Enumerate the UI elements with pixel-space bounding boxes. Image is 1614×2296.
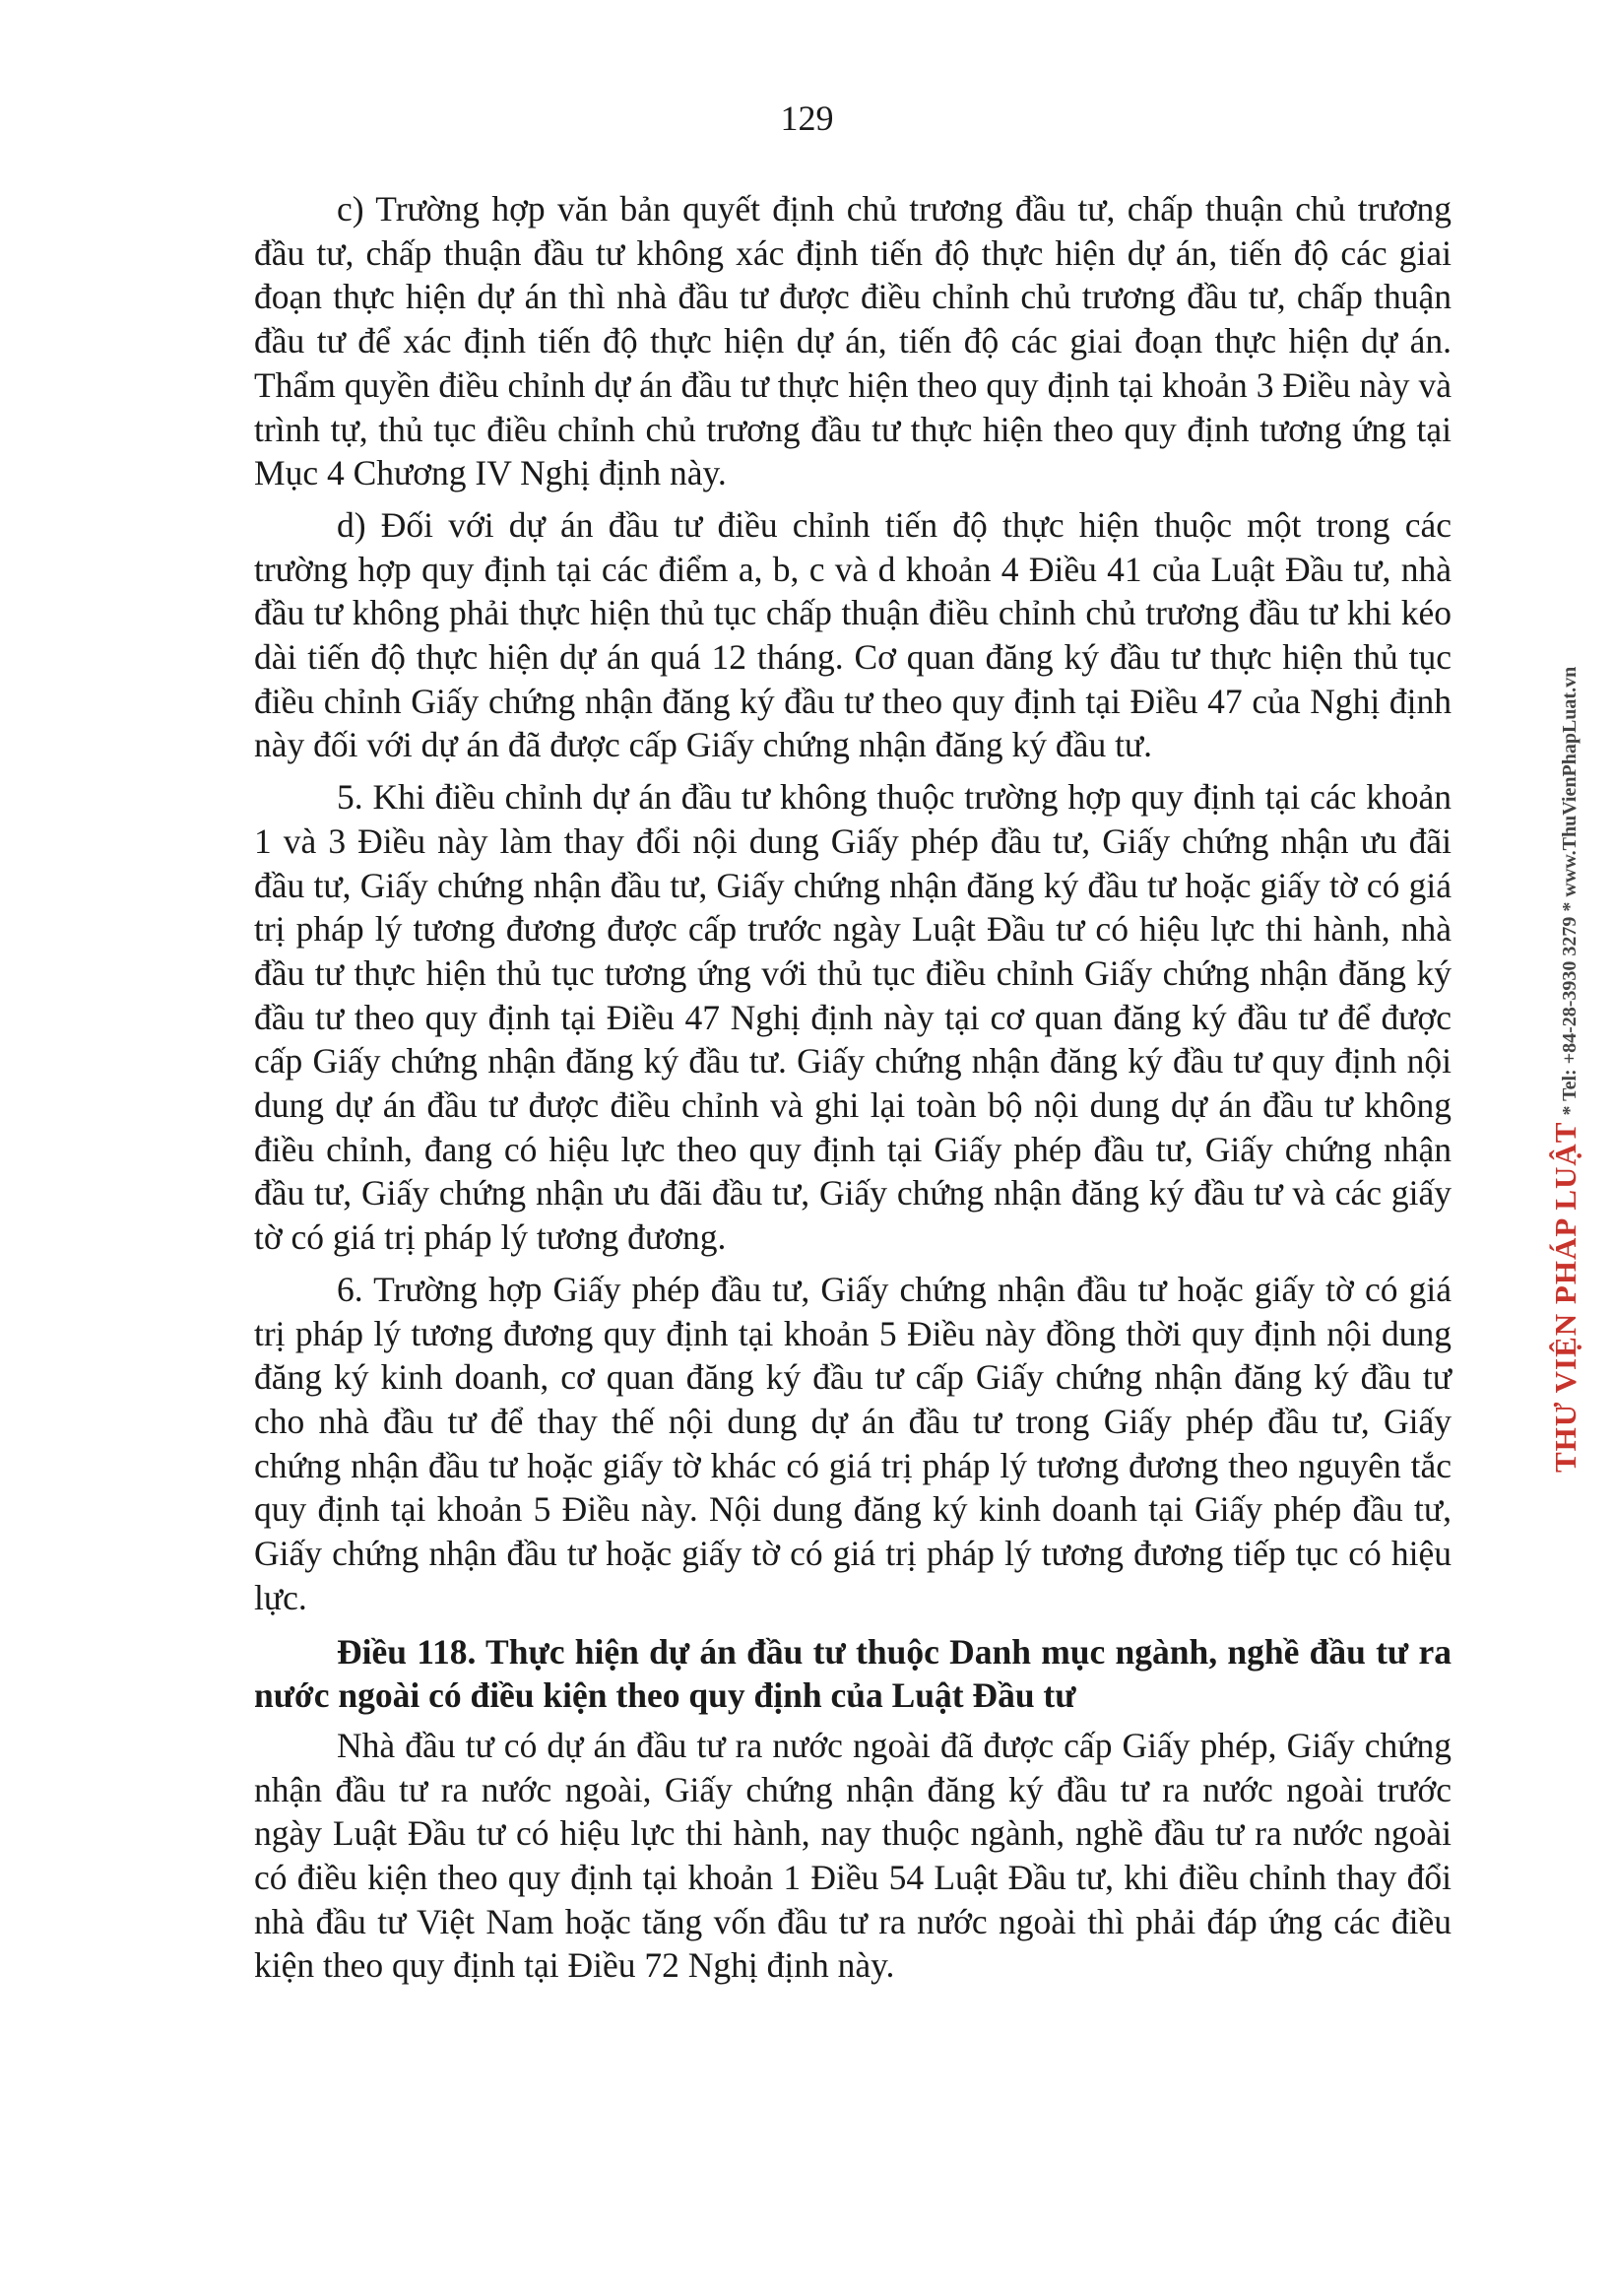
watermark-contact: * Tel: +84-28-3930 3279 * www.ThuVienPhapLuat.vn — [1559, 666, 1581, 1116]
article-118-body: Nhà đầu tư có dự án đầu tư ra nước ngoài đã được cấp Giấy phép, Giấy chứng nhận đầu tư ra nước ngoài, Giấy chứng nhận đăng ký đầu tư ra nước ngoài trước ngày Luật Đầu tư có hiệu lực thi hành, nay thuộc ngành, nghề đầu tư ra nước ngoài có điều kiện theo quy định tại khoản 1 Điều 54 Luật Đầu tư, khi điều chỉnh thay đổi nhà đầu tư Việt Nam hoặc tăng vốn đầu tư ra nước ngoài thì phải đáp ứng các điều kiện theo quy định tại Điều 72 Nghị định này. — [254, 1725, 1452, 1986]
paragraph-clause-5: 5. Khi điều chỉnh dự án đầu tư không thuộc trường hợp quy định tại các khoản 1 và 3 Điều này làm thay đổi nội dung Giấy phép đầu tư, Giấy chứng nhận ưu đãi đầu tư, Giấy chứng nhận đầu tư, Giấy chứng nhận đăng ký đầu tư hoặc giấy tờ có giá trị pháp lý tương đương được cấp trước ngày Luật Đầu tư có hiệu lực thi hành, nhà đầu tư thực hiện thủ tục tương ứng với thủ tục điều chỉnh Giấy chứng nhận đăng ký đầu tư theo quy định tại Điều 47 Nghị định này tại cơ quan đăng ký đầu tư để được cấp Giấy chứng nhận đăng ký đầu tư. Giấy chứng nhận đăng ký đầu tư quy định nội dung dự án đầu tư được điều chỉnh và ghi lại toàn bộ nội dung dự án đầu tư không điều chỉnh, đang có hiệu lực theo quy định tại Giấy phép đầu tư, Giấy chứng nhận đầu tư, Giấy chứng nhận ưu đãi đầu tư, Giấy chứng nhận đăng ký đầu tư và các giấy tờ có giá trị pháp lý tương đương. — [254, 777, 1452, 1258]
paragraph-point-c: c) Trường hợp văn bản quyết định chủ trương đầu tư, chấp thuận chủ trương đầu tư, chấp thuận đầu tư không xác định tiến độ thực hiện dự án, tiến độ các giai đoạn thực hiện dự án thì nhà đầu tư được điều chỉnh chủ trương đầu tư, chấp thuận đầu tư để xác định tiến độ thực hiện dự án, tiến độ các giai đoạn thực hiện dự án. Thẩm quyền điều chỉnh dự án đầu tư thực hiện theo quy định tại khoản 3 Điều này và trình tự, thủ tục điều chỉnh chủ trương đầu tư thực hiện theo quy định tương ứng tại Mục 4 Chương IV Nghị định này. — [254, 189, 1452, 493]
watermark-brand: THƯ VIỆN PHÁP LUẬT — [1548, 1121, 1582, 1473]
document-body — [254, 187, 1452, 1996]
article-118-heading: Điều 118. Thực hiện dự án đầu tư thuộc Danh mục ngành, nghề đầu tư ra nước ngoài có điều kiện theo quy định của Luật Đầu tư — [254, 1631, 1452, 1716]
paragraph-point-d: d) Đối với dự án đầu tư điều chỉnh tiến độ thực hiện thuộc một trong các trường hợp quy định tại các điểm a, b, c và d khoản 4 Điều 41 của Luật Đầu tư, nhà đầu tư không phải thực hiện thủ tục chấp thuận điều chỉnh chủ trương đầu tư khi kéo dài tiến độ thực hiện dự án quá 12 tháng. Cơ quan đăng ký đầu tư thực hiện thủ tục điều chỉnh Giấy chứng nhận đăng ký đầu tư theo quy định tại Điều 47 của Nghị định này đối với dự án đã được cấp Giấy chứng nhận đăng ký đầu tư. — [254, 504, 1452, 765]
side-watermark — [1548, 666, 1584, 1473]
page-number: 129 — [780, 98, 834, 138]
paragraph-clause-6: 6. Trường hợp Giấy phép đầu tư, Giấy chứng nhận đầu tư hoặc giấy tờ có giá trị pháp lý tương đương quy định tại khoản 5 Điều này đồng thời quy định nội dung đăng ký kinh doanh, cơ quan đăng ký đầu tư cấp Giấy chứng nhận đăng ký đầu tư cho nhà đầu tư để thay thế nội dung dự án đầu tư trong Giấy phép đầu tư, Giấy chứng nhận đầu tư hoặc giấy tờ khác có giá trị pháp lý tương đương theo nguyên tắc quy định tại khoản 5 Điều này. Nội dung đăng ký kinh doanh tại Giấy phép đầu tư, Giấy chứng nhận đầu tư hoặc giấy tờ có giá trị pháp lý tương đương tiếp tục có hiệu lực. — [254, 1269, 1452, 1617]
